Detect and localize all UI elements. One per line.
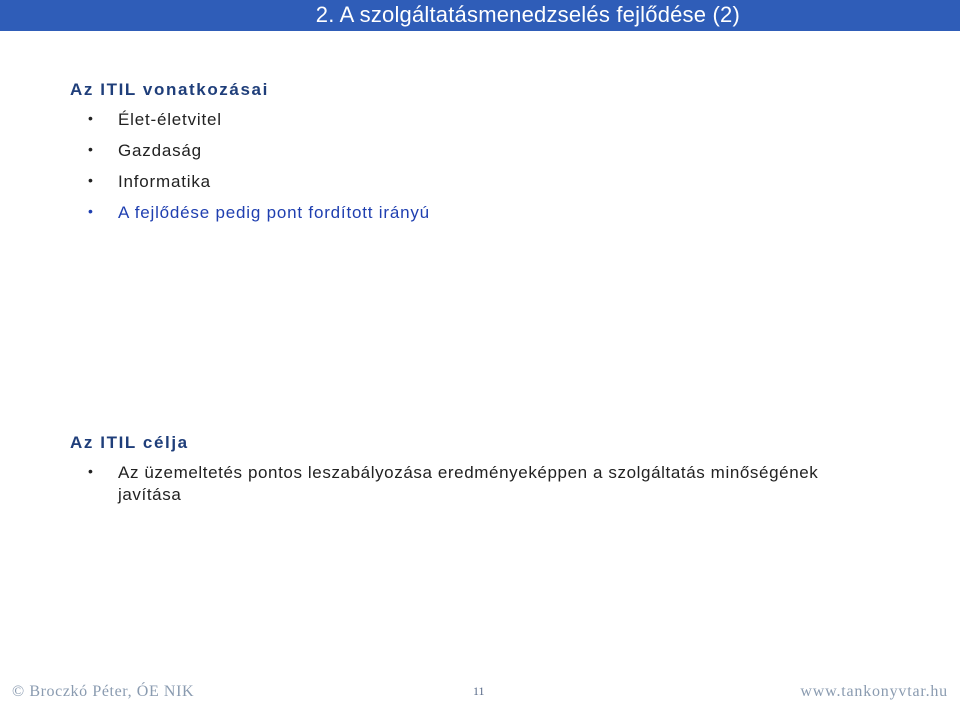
itil-relations-heading: Az ITIL vonatkozásai: [70, 80, 269, 99]
bullet-icon: •: [88, 463, 94, 479]
title-bar: [0, 0, 960, 31]
list-item-text: Gazdaság: [118, 141, 202, 160]
bullet-icon: •: [88, 203, 94, 219]
bullet-icon: •: [88, 110, 94, 126]
slide-title: 2. A szolgáltatásmenedzselés fejlődése (2): [315, 2, 740, 27]
list-item-text: A fejlődése pedig pont fordított irányú: [118, 203, 430, 222]
footer-author: © Broczkó Péter, ÓE NIK: [12, 683, 195, 700]
page-number: 11: [473, 684, 485, 698]
list-item-text: Élet-életvitel: [118, 110, 222, 129]
itil-goal-heading: Az ITIL célja: [70, 433, 189, 452]
footer-website: www.tankonyvtar.hu: [800, 683, 948, 700]
goal-text: Az üzemeltetés pontos leszabályozása eredményeképpen a szolgáltatás minőségének javítása: [118, 463, 819, 504]
bullet-icon: •: [88, 141, 94, 157]
bullet-icon: •: [88, 172, 94, 188]
list-item-text: Informatika: [118, 172, 211, 191]
